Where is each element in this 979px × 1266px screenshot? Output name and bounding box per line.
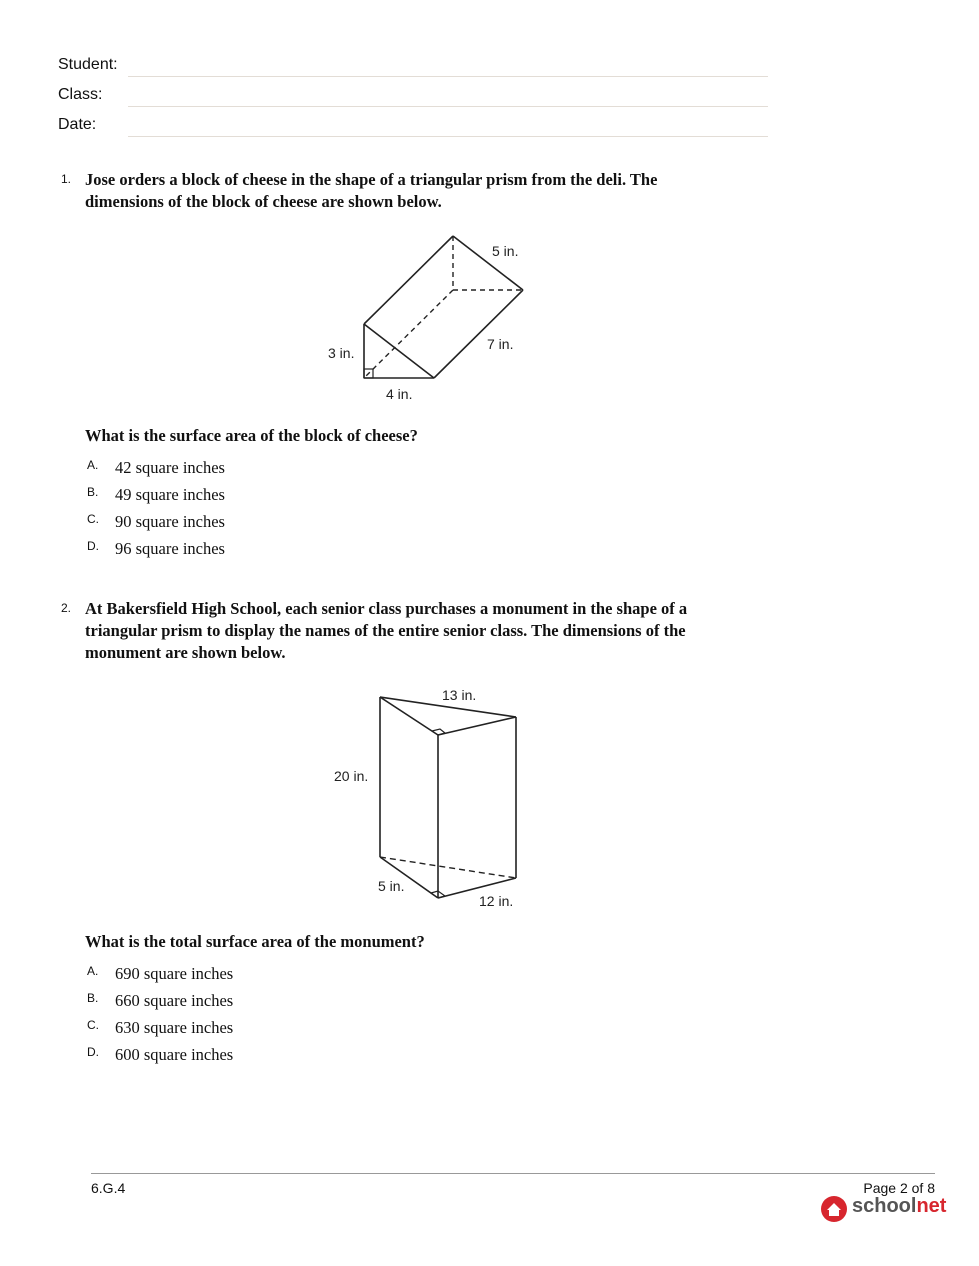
question-number: 1.	[61, 172, 72, 186]
choice-a[interactable]	[87, 458, 487, 484]
date-line	[128, 136, 768, 137]
choice-letter: A.	[87, 458, 99, 472]
choice-text: 49 square inches	[115, 485, 225, 504]
hidden-edge	[380, 857, 516, 878]
student-line	[128, 76, 768, 77]
label-3in: 3 in.	[328, 345, 355, 361]
question-prompt: What is the total surface area of the monument?	[85, 932, 425, 951]
choice-text: 660 square inches	[115, 991, 234, 1010]
class-field	[58, 86, 768, 116]
choice-b[interactable]	[87, 991, 487, 1017]
choice-letter: B.	[87, 991, 99, 1005]
schoolnet-logo	[820, 1195, 947, 1223]
footer-divider	[91, 1173, 935, 1174]
question-prompt: What is the surface area of the block of cheese?	[85, 426, 418, 445]
question-stem: Jose orders a block of cheese in the shape of a triangular prism from the deli. The dimensions of the block of cheese are shown below.	[85, 170, 658, 211]
prism-edge	[364, 236, 453, 324]
choice-d[interactable]	[87, 539, 487, 565]
student-field	[58, 56, 768, 86]
page-indicator: Page 2 of 8	[863, 1180, 935, 1196]
choice-text: 96 square inches	[115, 539, 225, 558]
label-5in: 5 in.	[492, 243, 519, 259]
class-label: Class:	[58, 86, 103, 103]
choice-letter: B.	[87, 485, 99, 499]
prism-edge	[364, 324, 434, 378]
class-line	[128, 106, 768, 107]
label-4in: 4 in.	[386, 386, 413, 402]
choice-text: 690 square inches	[115, 964, 234, 983]
house-icon	[820, 1195, 848, 1223]
label-12in: 12 in.	[479, 893, 514, 909]
choice-text: 600 square inches	[115, 1045, 234, 1064]
standard-code: 6.G.4	[91, 1180, 126, 1196]
cheese-prism-figure	[320, 230, 540, 405]
prism-edge	[380, 697, 438, 735]
label-20in: 20 in.	[334, 768, 369, 784]
question-number: 2.	[61, 601, 72, 615]
choice-a[interactable]	[87, 964, 487, 990]
choice-text: 90 square inches	[115, 512, 225, 531]
choice-letter: D.	[87, 539, 99, 553]
student-label: Student:	[58, 56, 118, 73]
prism-edge	[434, 290, 523, 378]
choice-c[interactable]	[87, 1018, 487, 1044]
choice-text: 630 square inches	[115, 1018, 234, 1037]
label-5in: 5 in.	[378, 878, 405, 894]
choice-letter: A.	[87, 964, 99, 978]
choice-text: 42 square inches	[115, 458, 225, 477]
logo-wordmark: schoolnet	[852, 1195, 947, 1217]
prism-edge	[438, 717, 516, 735]
monument-prism-figure	[330, 680, 530, 910]
choice-b[interactable]	[87, 485, 487, 511]
choice-letter: C.	[87, 1018, 99, 1032]
label-7in: 7 in.	[487, 336, 514, 352]
label-13in: 13 in.	[442, 687, 477, 703]
choice-c[interactable]	[87, 512, 487, 538]
choice-letter: C.	[87, 512, 99, 526]
date-field	[58, 116, 768, 146]
choice-letter: D.	[87, 1045, 99, 1059]
date-label: Date:	[58, 116, 97, 133]
choice-d[interactable]	[87, 1045, 487, 1071]
question-stem: At Bakersfield High School, each senior class purchases a monument in the shape of a triangular prism to display the names of the entire senior class. The dimensions of the monument are shown below.	[85, 599, 688, 662]
